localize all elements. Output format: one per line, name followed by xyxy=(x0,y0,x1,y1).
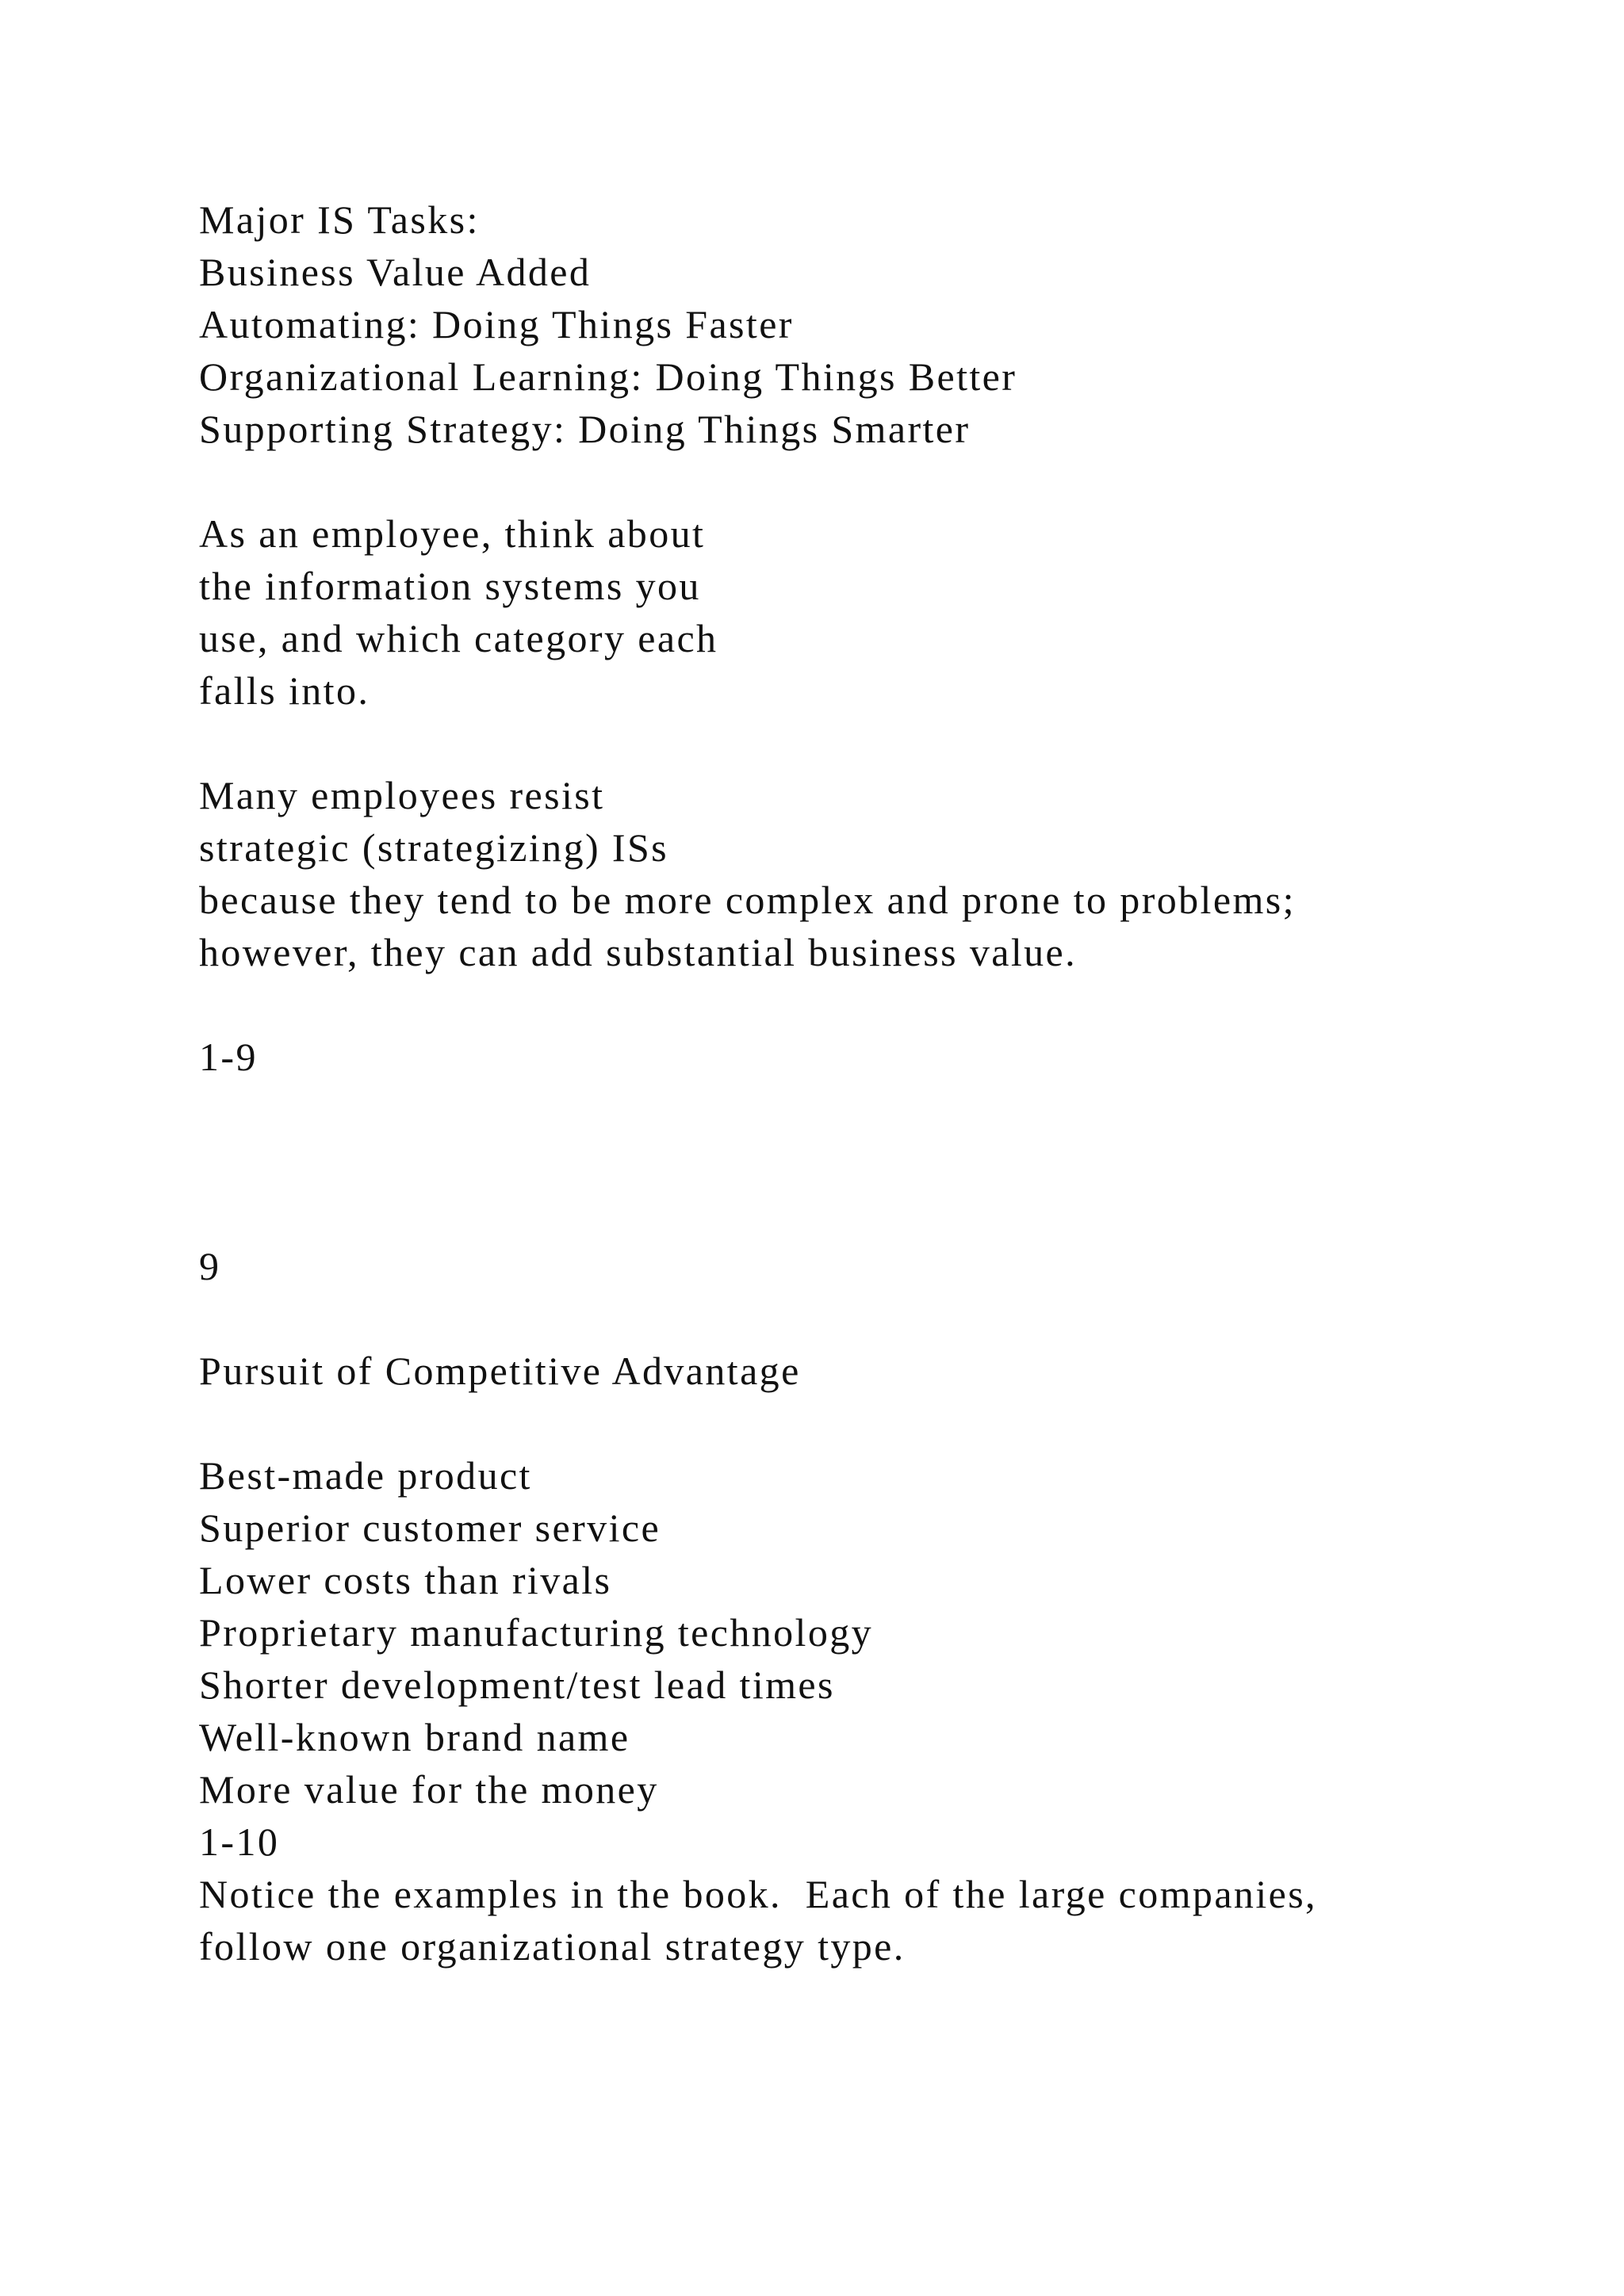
text-line: Shorter development/test lead times xyxy=(199,1663,835,1707)
text-line: use, and which category each xyxy=(199,616,718,660)
text-line: Notice the examples in the book. Each of the large companies, xyxy=(199,1872,1317,1916)
text-line: Lower costs than rivals xyxy=(199,1558,612,1602)
text-line: Superior customer service xyxy=(199,1506,661,1550)
document-text xyxy=(199,193,1547,1973)
page-number: 9 xyxy=(199,1244,221,1288)
blank-line xyxy=(199,1135,1547,1188)
blank-line xyxy=(199,978,1547,1031)
blank-line xyxy=(199,1292,1547,1345)
text-line: More value for the money xyxy=(199,1767,659,1812)
text-line: follow one organizational strategy type. xyxy=(199,1924,906,1969)
blank-line xyxy=(199,1083,1547,1135)
blank-line xyxy=(199,1188,1547,1240)
text-line: Supporting Strategy: Doing Things Smarter xyxy=(199,407,971,451)
blank-line xyxy=(199,1397,1547,1449)
text-line: Organizational Learning: Doing Things Better xyxy=(199,354,1017,399)
slide-number: 1-9 xyxy=(199,1035,258,1079)
text-line: falls into. xyxy=(199,668,370,713)
text-line: As an employee, think about xyxy=(199,511,706,556)
text-line: because they tend to be more complex and prone to problems; xyxy=(199,878,1296,922)
text-line: Automating: Doing Things Faster xyxy=(199,302,794,346)
text-line: Business Value Added xyxy=(199,250,592,294)
section-heading: Pursuit of Competitive Advantage xyxy=(199,1349,801,1393)
text-line: Best-made product xyxy=(199,1453,532,1498)
text-line: Well-known brand name xyxy=(199,1715,630,1759)
text-line: however, they can add substantial business value. xyxy=(199,930,1078,974)
blank-line xyxy=(199,717,1547,769)
text-line: Proprietary manufacturing technology xyxy=(199,1610,874,1655)
blank-line xyxy=(199,455,1547,507)
slide-number: 1-10 xyxy=(199,1820,280,1864)
text-line: Major IS Tasks: xyxy=(199,197,480,242)
text-line: strategic (strategizing) ISs xyxy=(199,825,669,870)
text-line: Many employees resist xyxy=(199,773,605,817)
text-line: the information systems you xyxy=(199,564,701,608)
